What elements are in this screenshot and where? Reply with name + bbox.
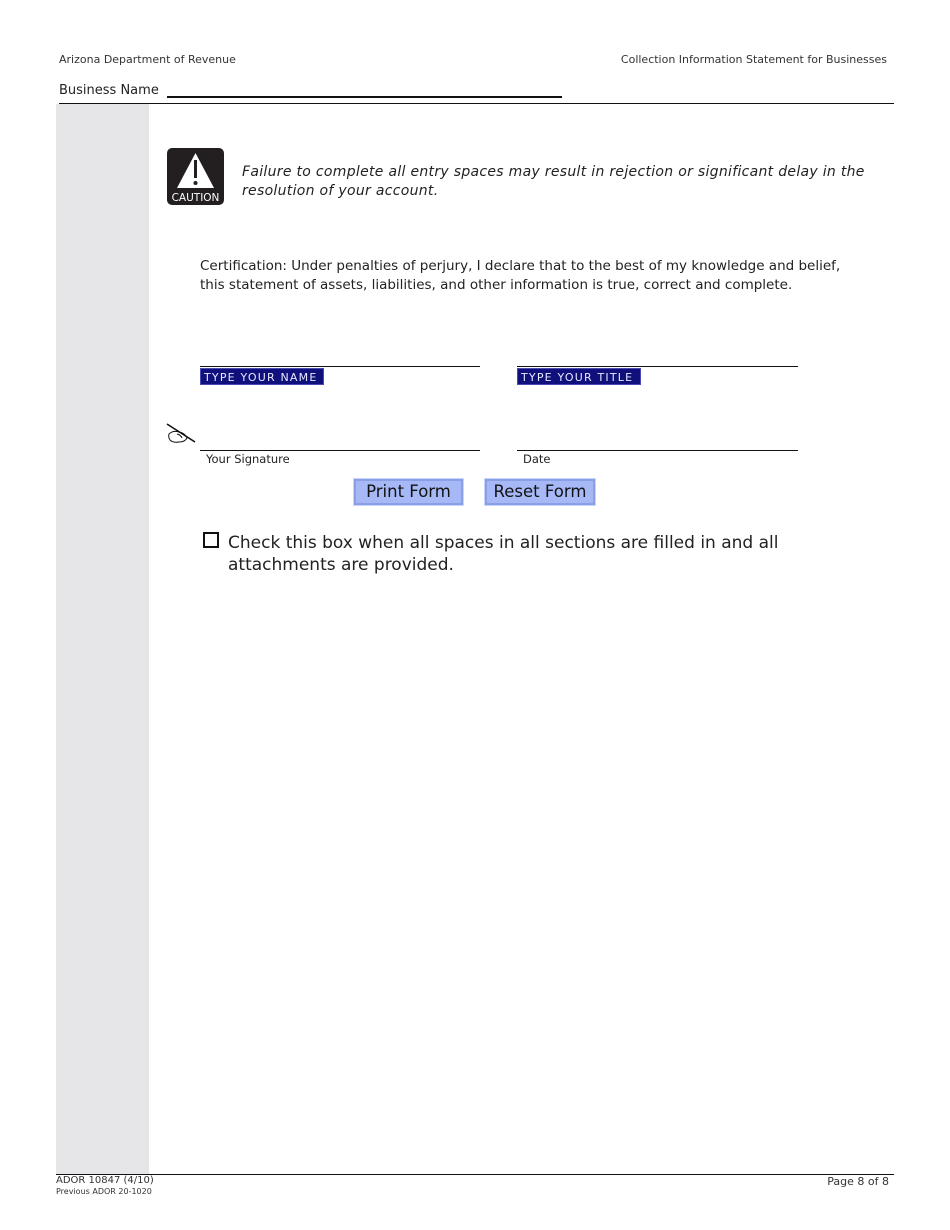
previous-form-number: Previous ADOR 20-1020 [56,1187,152,1196]
header-divider [59,103,894,104]
caution-icon [167,148,224,205]
form-number: ADOR 10847 (4/10) [56,1175,154,1186]
completion-checkbox[interactable] [203,532,219,548]
signature-label: Your Signature [206,452,290,466]
title-input[interactable]: TYPE YOUR TITLE [517,368,641,385]
agency-name: Arizona Department of Revenue [59,53,236,66]
reset-form-button[interactable]: Reset Form [485,479,595,505]
title-line [517,366,798,367]
signature-line[interactable] [200,450,480,451]
business-name-field[interactable] [167,96,562,98]
name-line [200,366,480,367]
date-line[interactable] [517,450,798,451]
form-title: Collection Information Statement for Businesses [620,53,887,66]
date-label: Date [523,452,551,466]
svg-text:CAUTION: CAUTION [171,192,220,204]
signature-pen-icon [165,420,197,448]
caution-message: Failure to complete all entry spaces may result in rejection or significant delay in the resolution of your account. [242,164,865,199]
left-margin-bar [56,104,149,1174]
print-form-button[interactable]: Print Form [354,479,463,505]
completion-checkbox-label: Check this box when all spaces in all sections are filled in and all attachments are provided. [228,533,779,575]
certification-statement: Certification: Under penalties of perjury, I declare that to the best of my knowledge and belief, this statement of assets, liabilities, and other information is true, correct and complete. [200,258,841,293]
name-input[interactable]: TYPE YOUR NAME [200,368,324,385]
footer-divider [56,1174,894,1175]
business-name-label: Business Name [59,83,159,98]
page-number: Page 8 of 8 [827,1175,889,1188]
